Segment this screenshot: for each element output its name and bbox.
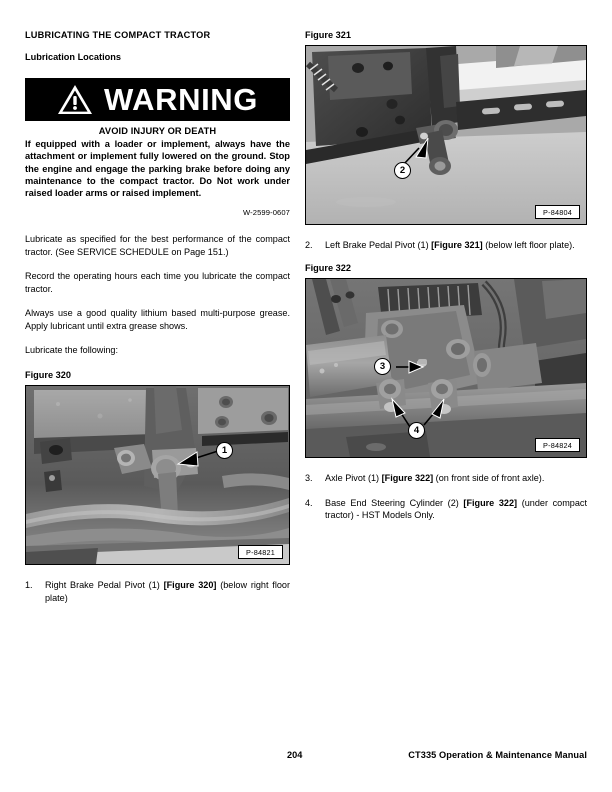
list-item-ref: [Figure 321] — [431, 240, 483, 250]
list-item-text — [325, 472, 587, 484]
footer-manual-title: CT335 Operation & Maintenance Manual — [408, 750, 587, 760]
warning-banner — [25, 78, 290, 121]
footer-page-number: 204 — [287, 750, 303, 760]
warning-block — [25, 78, 290, 217]
list-item-number: 3. — [305, 473, 313, 484]
list-item-number: 4. — [305, 497, 313, 508]
figure-320-leader-1 — [26, 386, 289, 564]
section-subtitle: Lubrication Locations — [25, 52, 121, 62]
list-item-post: (below left floor plate). — [482, 240, 575, 250]
list-item-post: (below right floor plate) — [45, 580, 290, 603]
list-item-text — [325, 497, 587, 522]
list-item-pre: Axle Pivot (1) — [325, 473, 382, 484]
paragraph: Lubricate the following: — [25, 344, 119, 355]
warning-triangle-icon — [57, 84, 93, 115]
list-item-1-wrapper — [25, 579, 290, 604]
figure-321-label: Figure 321 — [305, 30, 351, 40]
list-item-post: (on front side of front axle). — [433, 473, 545, 484]
figure-322-image — [305, 278, 587, 458]
list-item-2-wrapper — [305, 239, 587, 251]
list-item-text — [325, 239, 587, 251]
page-footer — [25, 750, 587, 762]
warning-word: WARNING — [103, 82, 259, 117]
figure-321-image — [305, 45, 587, 225]
figure-320-callout-1: 1 — [216, 442, 233, 459]
figure-322-callout-3: 3 — [374, 358, 391, 375]
list-item-number: 1. — [25, 580, 33, 591]
intro-paragraphs — [25, 233, 290, 356]
list-item-post: (under compact tractor) - HST Models Only. — [325, 497, 587, 521]
list-item-number: 2. — [305, 240, 313, 250]
list-item — [25, 579, 290, 604]
list-items-right — [305, 472, 587, 521]
figure-322-leader-4 — [306, 279, 586, 457]
list-item — [305, 497, 587, 522]
figure-321 — [305, 30, 587, 225]
list-item-pre: Left Brake Pedal Pivot (1) — [325, 240, 432, 250]
left-column — [25, 30, 290, 616]
figure-321-callout-2: 2 — [394, 162, 411, 179]
list-item-pre: Right Brake Pedal Pivot (1) — [45, 580, 164, 591]
figure-320-label: Figure 320 — [25, 370, 71, 381]
figure-321-leader-2 — [306, 46, 586, 224]
warning-code: W-2599-0607 — [243, 208, 290, 218]
list-item — [305, 239, 587, 251]
list-item-ref: [Figure 322] — [463, 497, 518, 508]
warning-subtitle: AVOID INJURY OR DEATH — [98, 126, 217, 136]
list-item — [305, 472, 587, 484]
figure-320-photo-code: P-84821 — [238, 545, 283, 559]
warning-body-text: If equipped with a loader or implement, always have the attachment or implement fully lowered on the ground. Stop the engine and engage the parking brake before doing any maintenance to the compact tractor. Do Not work under raised loader arms or raised implement. — [25, 139, 290, 199]
figure-322-photo-code: P-84824 — [535, 438, 580, 452]
list-item-pre: Base End Steering Cylinder (2) — [325, 497, 464, 508]
figure-322 — [305, 263, 587, 458]
figure-321-photo-code: P-84804 — [535, 205, 580, 219]
list-item-ref: [Figure 322] — [381, 473, 434, 484]
paragraph: Always use a good quality lithium based multi-purpose grease. Apply lubricant until extra grease shows. — [25, 308, 290, 331]
list-item-ref: [Figure 320] — [163, 580, 217, 591]
figure-322-callout-4: 4 — [408, 422, 425, 439]
right-column — [305, 30, 587, 534]
figure-322-label: Figure 322 — [305, 263, 351, 274]
page-title: LUBRICATING THE COMPACT TRACTOR — [25, 30, 211, 40]
figure-320 — [25, 370, 290, 565]
paragraph: Lubricate as specified for the best performance of the compact tractor. (See SERVICE SCHEDULE on Page 151.) — [25, 234, 290, 257]
figure-320-image — [25, 385, 290, 565]
paragraph: Record the operating hours each time you lubricate the compact tractor. — [25, 271, 290, 294]
list-item-text — [45, 579, 290, 604]
